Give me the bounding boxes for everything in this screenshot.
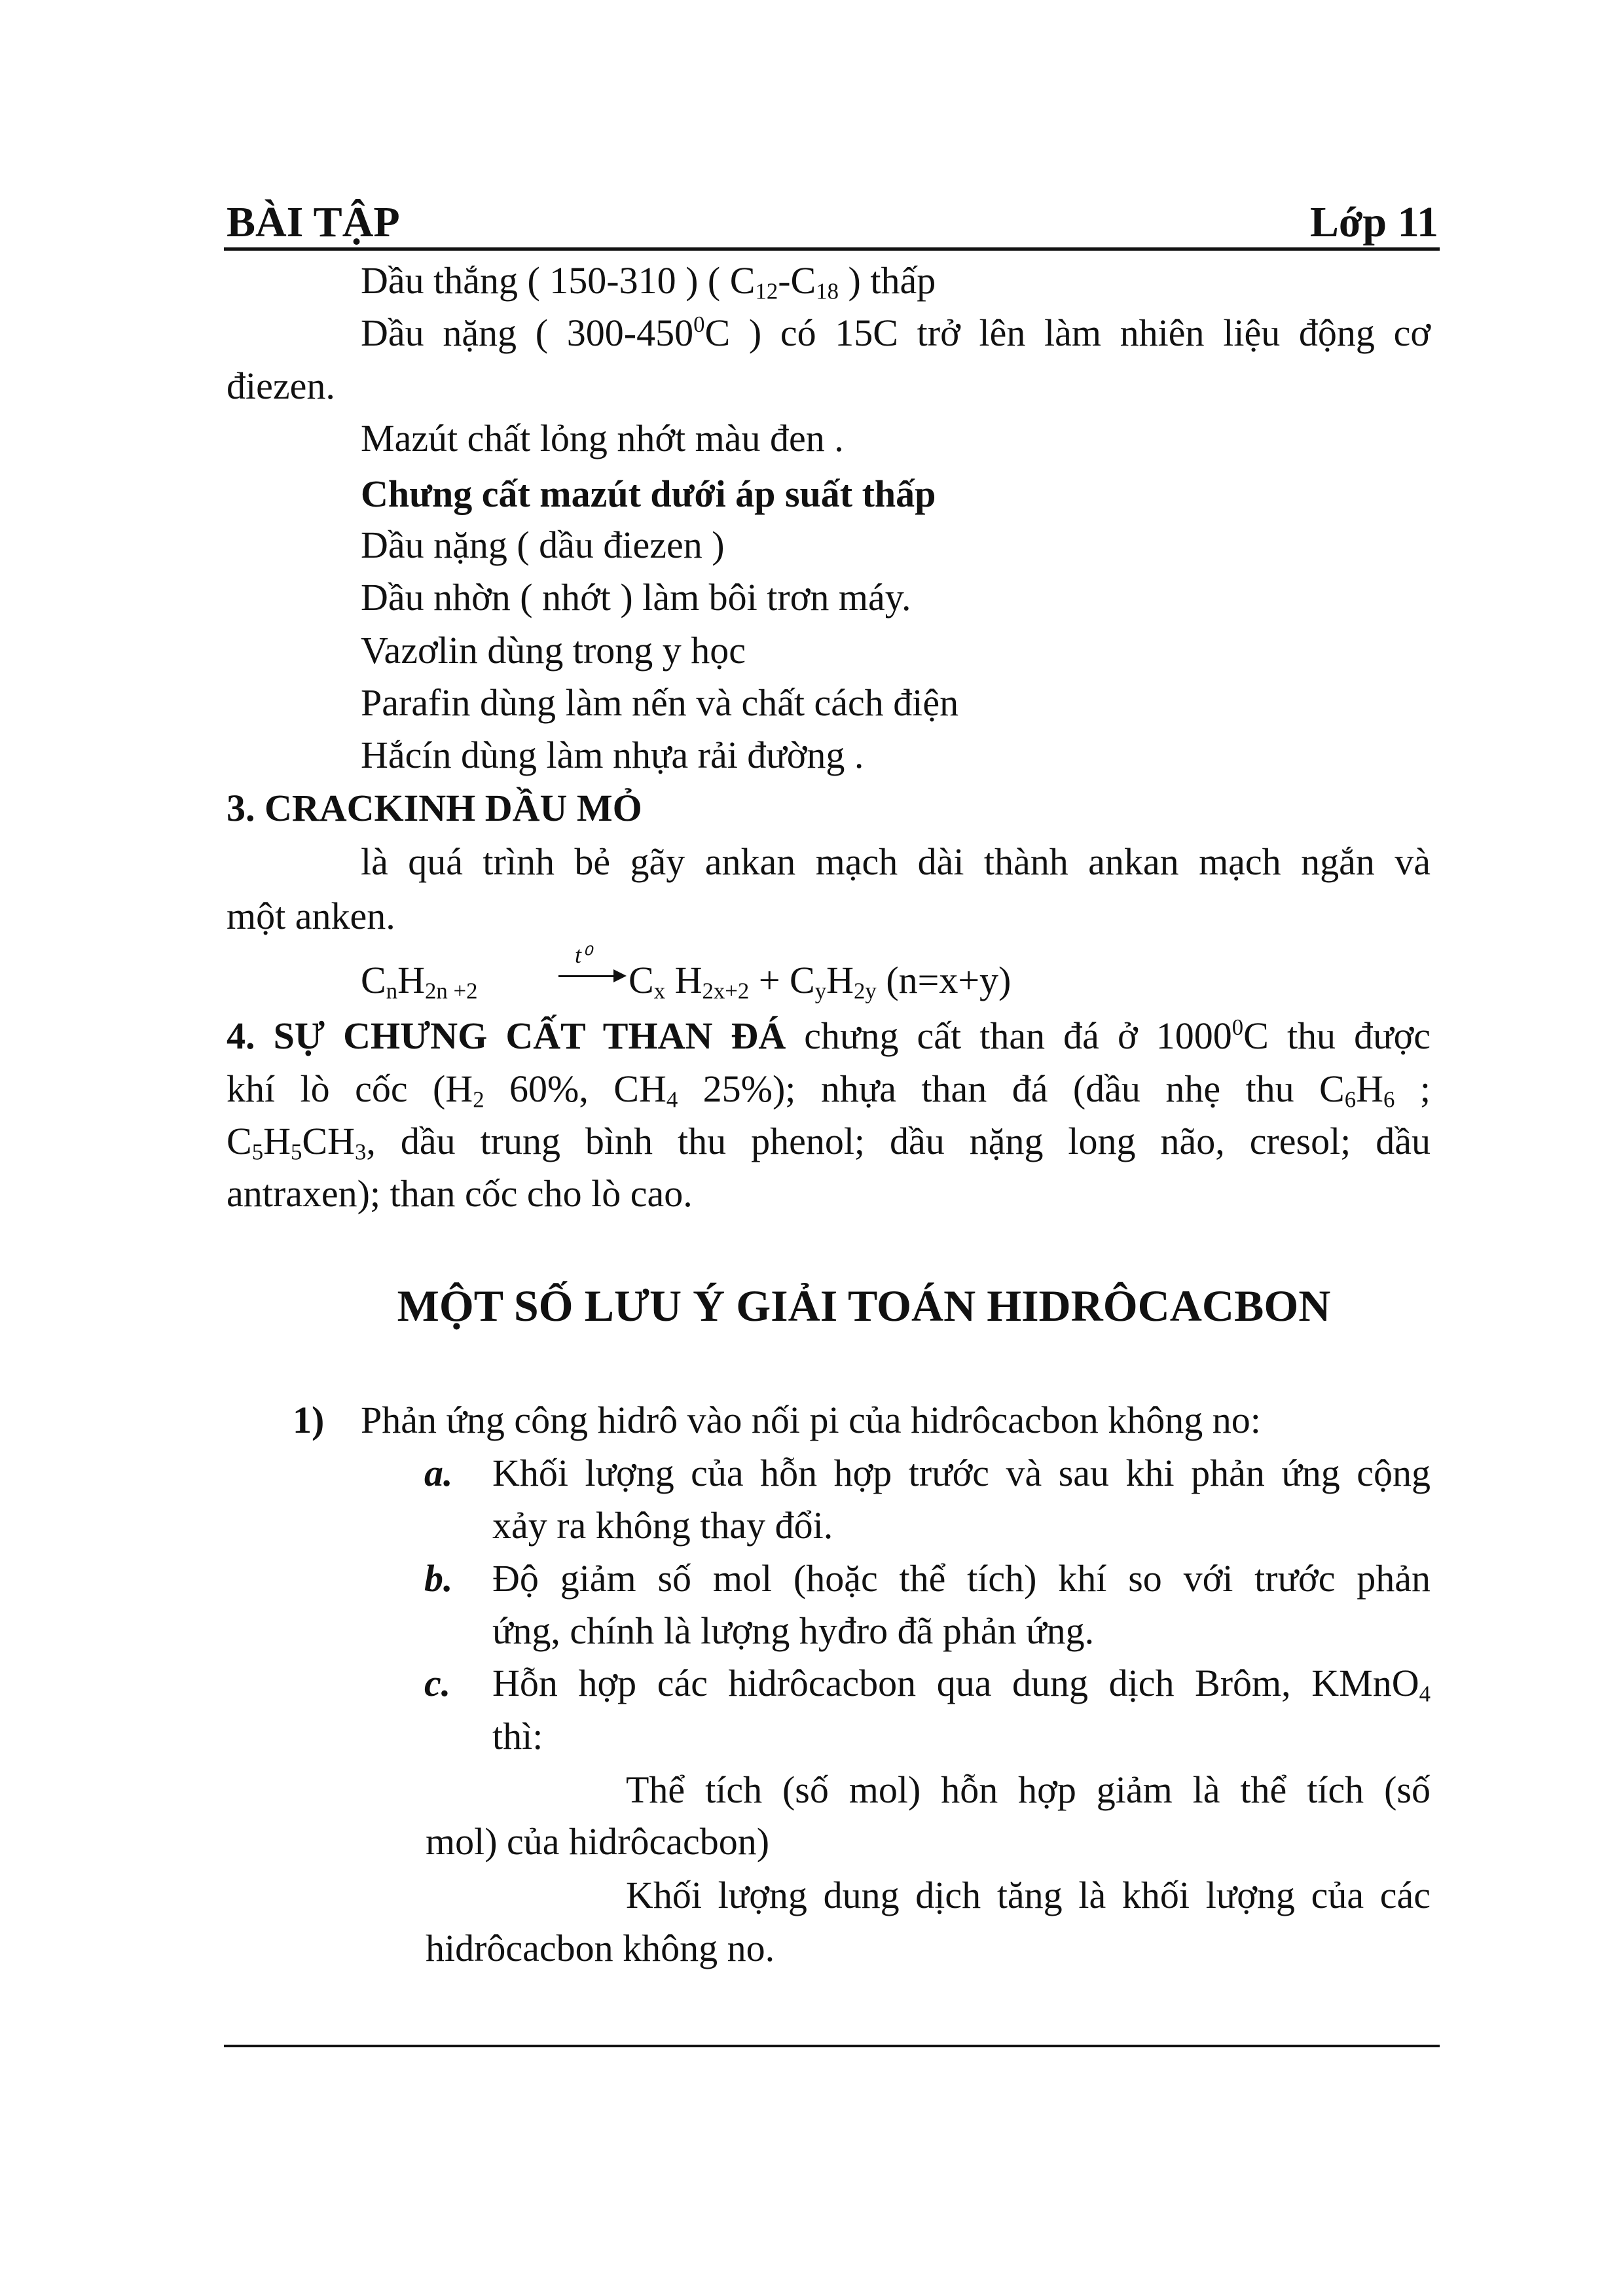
list-item — [361, 1397, 1261, 1443]
text-segment: a. — [424, 1452, 453, 1494]
subscript: 2x+2 — [702, 978, 750, 1004]
text-segment: + C — [749, 959, 815, 1001]
text-line — [361, 839, 1431, 885]
subscript: 2 — [473, 1086, 484, 1113]
text-line — [227, 1119, 1431, 1164]
text-segment: Phản ứng công hidrô vào nối pi của hidrôcacbon không no: — [361, 1399, 1261, 1441]
text-segment: H — [263, 1120, 291, 1162]
header-left: BÀI TẬP — [227, 198, 400, 246]
text-segment: xảy ra không thay đổi. — [492, 1504, 833, 1547]
text-line — [227, 893, 395, 939]
text-segment: CH — [302, 1120, 355, 1162]
text-segment: 60%, CH — [484, 1067, 666, 1110]
text-segment: chưng cất than đá ở 1000 — [786, 1014, 1232, 1057]
text-line — [626, 1873, 1431, 1918]
text-line — [426, 1926, 775, 1971]
subscript: 18 — [816, 278, 839, 304]
text-segment: mol) của hidrôcacbon) — [426, 1820, 770, 1863]
text-segment: Khối lượng dung dịch tăng là khối lượng của các — [626, 1874, 1431, 1916]
subscript: 6 — [1383, 1086, 1395, 1113]
text-segment: Dầu thắng ( 150-310 ) ( C — [361, 259, 756, 302]
subheading — [361, 471, 936, 517]
text-segment: ; — [1395, 1067, 1431, 1110]
text-segment: một anken. — [227, 895, 395, 937]
text-line — [361, 258, 936, 304]
text-segment: 3. CRACKINH DẦU MỎ — [227, 787, 642, 829]
list-item — [492, 1450, 1431, 1496]
text-segment: ) thấp — [839, 259, 936, 302]
text-line — [227, 1171, 693, 1217]
list-number — [293, 1397, 324, 1443]
header-rule — [224, 247, 1440, 251]
subscript: 6 — [1344, 1086, 1357, 1113]
text-line — [426, 1819, 769, 1865]
text-segment: ứng, chính là lượng hyđro đã phản ứng. — [492, 1609, 1095, 1652]
footer-rule — [224, 2045, 1440, 2047]
text-segment: điezen. — [227, 365, 335, 407]
text-segment: 1) — [293, 1399, 325, 1441]
subscript: 2n +2 — [424, 978, 478, 1004]
reaction-condition: t⁰ — [575, 942, 591, 968]
text-segment: khí lò cốc (H — [227, 1067, 473, 1110]
text-segment: antraxen); than cốc cho lò cao. — [227, 1172, 693, 1215]
text-line — [361, 522, 725, 568]
text-line — [626, 1767, 1431, 1813]
equation-products — [629, 958, 1011, 1003]
section-heading — [227, 785, 642, 831]
subscript: x — [653, 978, 666, 1004]
text-segment: C — [227, 1120, 252, 1162]
text-segment: Dầu nặng ( 300-450 — [361, 312, 694, 354]
text-segment: Dầu nhờn ( nhớt ) làm bôi trơn máy. — [361, 576, 911, 619]
list-item — [492, 1556, 1431, 1602]
text-segment: Độ giảm số mol (hoặc thể tích) khí so với trước phản — [492, 1557, 1431, 1600]
text-segment: H — [665, 959, 702, 1001]
text-segment: Khối lượng của hỗn hợp trước và sau khi phản ứng cộng — [492, 1452, 1431, 1494]
text-segment: Thể tích (số mol) hỗn hợp giảm là thể tích (số — [626, 1768, 1431, 1811]
text-line — [361, 732, 864, 778]
text-segment: b. — [424, 1557, 453, 1600]
subscript: 5 — [251, 1139, 264, 1165]
text-segment: Chưng cất mazút dưới áp suất thấp — [361, 473, 936, 515]
text-segment: (n=x+y) — [876, 959, 1012, 1001]
list-letter — [424, 1660, 450, 1706]
text-segment: 4. SỰ CHƯNG CẤT THAN ĐÁ — [227, 1014, 786, 1057]
text-segment: C thu được — [1243, 1014, 1431, 1057]
text-line — [227, 1013, 1431, 1059]
text-segment: Vazơlin dùng trong y học — [361, 629, 746, 672]
text-segment: C — [629, 959, 654, 1001]
text-line — [227, 363, 335, 409]
reaction-arrow-icon — [558, 975, 624, 977]
text-line — [361, 628, 746, 673]
subscript: 4 — [666, 1086, 678, 1113]
list-letter — [424, 1556, 453, 1602]
equation-reactant — [361, 958, 478, 1003]
text-line — [361, 575, 911, 620]
subscript: 4 — [1419, 1681, 1431, 1707]
text-segment: H — [397, 959, 425, 1001]
text-segment: Dầu nặng ( dầu điezen ) — [361, 524, 725, 566]
text-segment: là quá trình bẻ gãy ankan mạch dài thành ankan mạch ngắn và — [361, 840, 1431, 883]
page-title: MỘT SỐ LƯU Ý GIẢI TOÁN HIDRÔCACBON — [397, 1281, 1331, 1331]
text-line — [361, 310, 1431, 356]
list-item — [492, 1660, 1431, 1706]
text-segment: thì: — [492, 1715, 543, 1757]
subscript: 12 — [755, 278, 778, 304]
text-segment: c. — [424, 1662, 451, 1704]
text-segment: 25%); nhựa than đá (dầu nhẹ thu C — [678, 1067, 1345, 1110]
text-segment: H — [826, 959, 854, 1001]
text-segment: C — [361, 959, 386, 1001]
header-right: Lớp 11 — [1309, 198, 1438, 246]
text-segment: Mazút chất lỏng nhớt màu đen . — [361, 417, 844, 459]
subscript: 3 — [354, 1139, 367, 1165]
superscript: 0 — [1231, 1014, 1244, 1041]
subscript: y — [814, 978, 827, 1004]
text-segment: Parafin dùng làm nến và chất cách điện — [361, 681, 959, 724]
superscript: 0 — [693, 312, 705, 338]
text-line — [227, 1066, 1431, 1112]
text-line — [492, 1608, 1094, 1654]
text-line — [492, 1713, 543, 1759]
subscript: 2y — [854, 978, 877, 1004]
text-segment: -C — [778, 259, 816, 302]
subscript: 5 — [290, 1139, 302, 1165]
text-segment: , dầu trung bình thu phenol; dầu nặng long não, cresol; dầu — [366, 1120, 1431, 1162]
text-line — [361, 416, 844, 461]
text-segment: C ) có 15C trở lên làm nhiên liệu động cơ — [704, 312, 1431, 354]
text-segment: hidrôcacbon không no. — [426, 1927, 775, 1969]
subscript: n — [386, 978, 398, 1004]
text-line — [361, 680, 958, 726]
list-letter — [424, 1450, 453, 1496]
text-segment: Hắcín dùng làm nhựa rải đường . — [361, 734, 864, 776]
text-segment: Hỗn hợp các hidrôcacbon qua dung dịch Brôm, KMnO — [492, 1662, 1419, 1704]
text-segment: H — [1356, 1067, 1384, 1110]
text-line — [492, 1503, 833, 1549]
